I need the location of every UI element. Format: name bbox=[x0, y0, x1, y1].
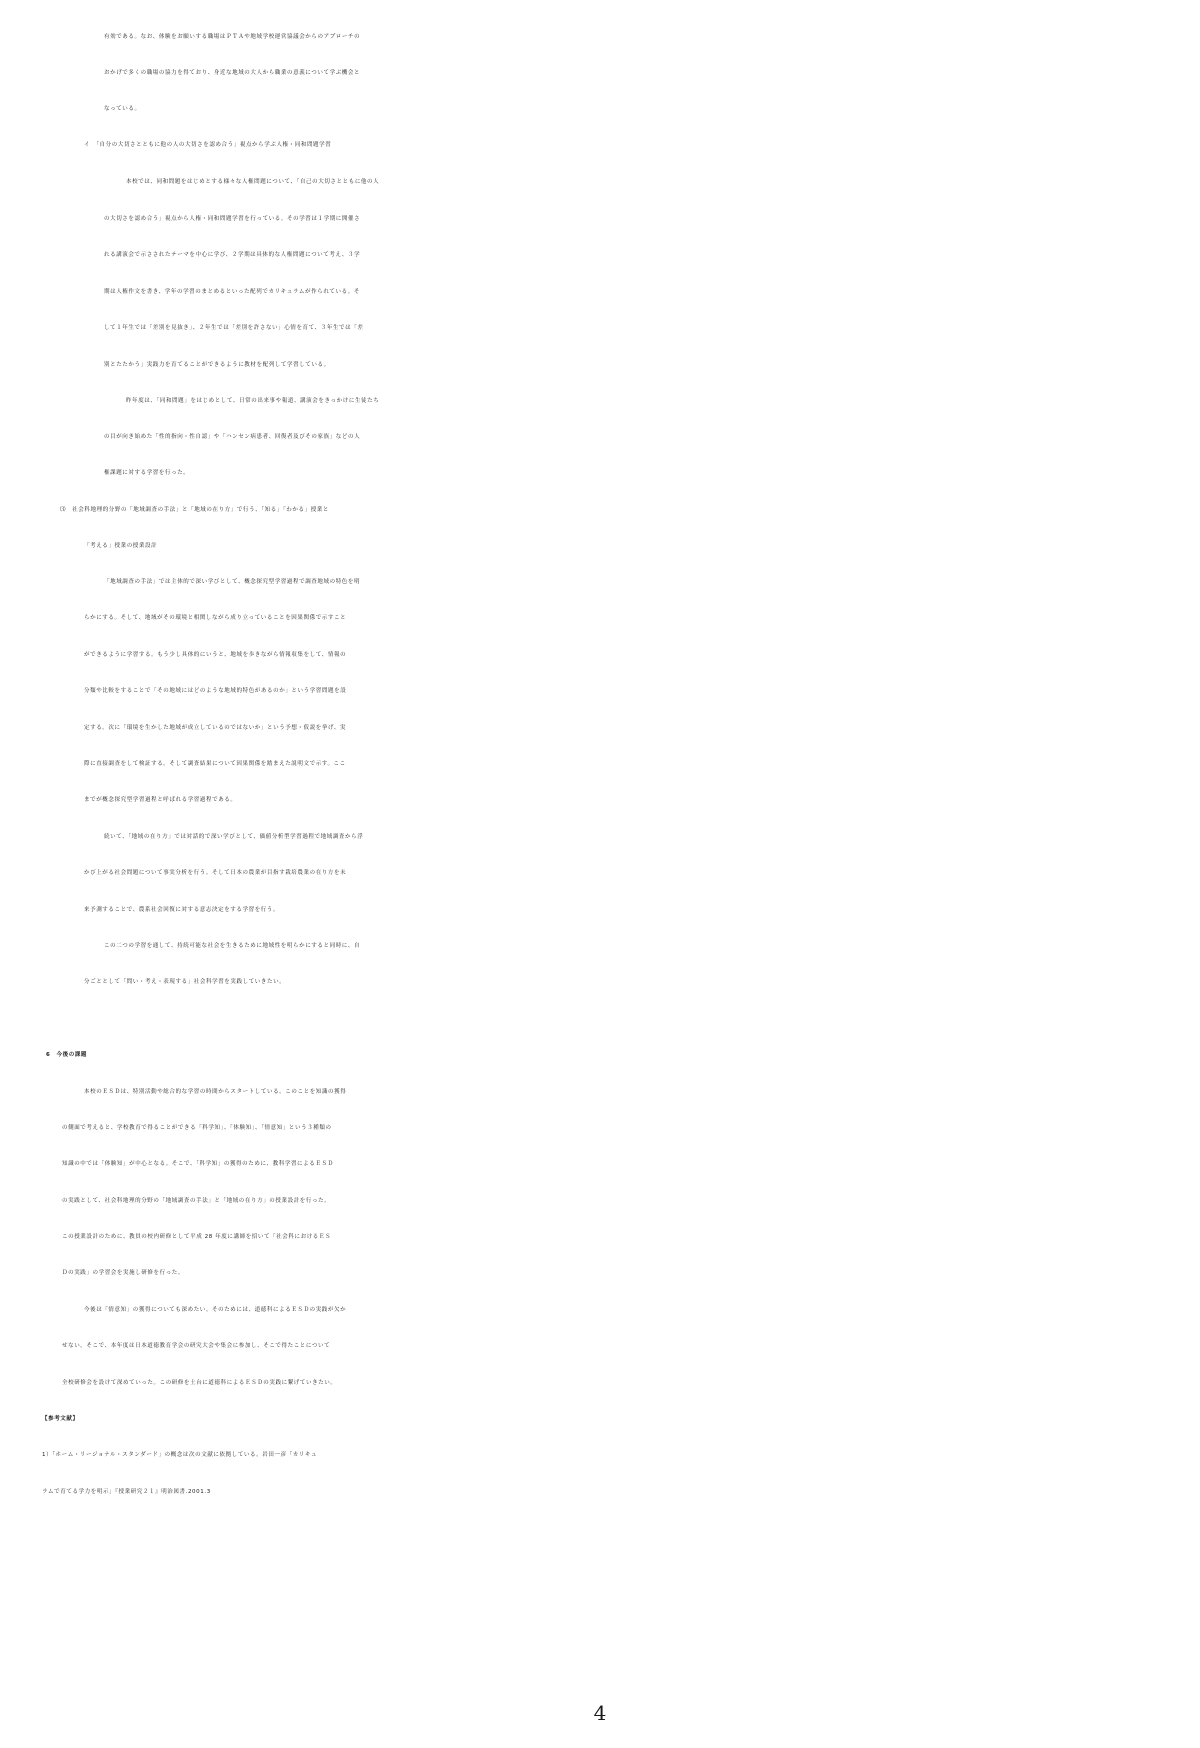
text-line: 続いて、「地域の在り方」では対話的で深い学びとして、価値分析型学習過程で地域調査から浮 bbox=[104, 834, 364, 840]
text-line: 分類や比較をすることで「その地域にはどのような地域的特色があるのか」という学習問題を設 bbox=[84, 688, 347, 694]
page-number: 4 bbox=[593, 1701, 607, 1725]
text-line: かび上がる社会問題について事実分析を行う。そして日本の農業が目指す栽培農業の在り方を未 bbox=[84, 870, 347, 876]
text-line: 知識の中では「体験知」が中心となる。そこで、「科学知」の獲得のために、教科学習によるＥＳＤ bbox=[62, 1161, 334, 1167]
text-line: この二つの学習を通して、持続可能な社会を生きるために地域性を明らかにすると同時に、自 bbox=[104, 943, 361, 949]
text-line: の実践として、社会科地理的分野の「地域調査の手法」と「地域の在り方」の授業設計を行った。 bbox=[62, 1198, 331, 1204]
text-line: なっている。 bbox=[104, 106, 141, 112]
section-heading-6: 6 今後の課題 bbox=[46, 1052, 88, 1058]
text-line: 権課題に対する学習を行った。 bbox=[104, 470, 190, 476]
text-line: 全校研修会を設けて深めていった。この研修を土台に道徳科によるＥＳＤの実践に繋げていきたい。 bbox=[62, 1380, 337, 1386]
text-line: の側面で考えると、学校教育で得ることができる「科学知」、「体験知」、「情意知」という３種類の bbox=[62, 1125, 332, 1131]
text-line: 本校のＥＳＤは、特別活動や総合的な学習の時間からスタートしている。このことを知識の獲得 bbox=[84, 1089, 347, 1095]
text-line: 期は人権作文を書き、学年の学習のまとめるといった配列でカリキュラムが作られている。そ bbox=[104, 289, 360, 295]
text-line: おかげで多くの職場の協力を得ており、身近な地域の大人から職業の意義について学ぶ機会と bbox=[104, 70, 361, 76]
item-heading-i: イ 「自分の大切さとともに他の人の大切さを認め合う」視点から学ぶ人権・同和問題学習 bbox=[84, 142, 332, 148]
text-line: 別とたたかう」実践力を育てることができるように教材を配列して学習している。 bbox=[104, 362, 330, 368]
text-line: までが概念探究型学習過程と呼ばれる学習過程である。 bbox=[84, 797, 237, 803]
text-line: 際に直接調査をして検証する。そして調査結果について因果関係を踏まえた説明文で示す。ここ bbox=[84, 761, 346, 767]
text-line: の目が向き始めた「性的指向・性自認」や「ハンセン病患者、回復者及びその家族」などの人 bbox=[104, 434, 361, 440]
text-line: 本校では、同和問題をはじめとする様々な人権問題について、「自己の大切さとともに他の人 bbox=[126, 179, 380, 185]
text-line: せない。そこで、本年度は日本道徳教育学会の研究大会や集会に参加し、そこで得たことについて bbox=[62, 1343, 331, 1349]
section-heading-3-cont: 「考える」授業の授業設計 bbox=[84, 543, 158, 549]
text-line: 定する。次に「環境を生かした地域が成立しているのではないか」という予想・仮説を挙げ、実 bbox=[84, 725, 347, 731]
text-line: 今後は「情意知」の獲得についても深めたい。そのためには、道徳科によるＥＳＤの実践が欠か bbox=[84, 1307, 347, 1313]
reference-item-cont: ラムで育てる学力を明示」『授業研究２１』明治図書.2001.3 bbox=[42, 1489, 211, 1495]
text-line: 有効である。なお、体験をお願いする職場はＰＴＡや地域学校運営協議会からのアプローチの bbox=[104, 34, 361, 40]
references-heading: 【参考文献】 bbox=[42, 1416, 79, 1422]
text-line: れる講演会で示さされたテーマを中心に学び、２学期は具体的な人権問題について考え、３学 bbox=[104, 252, 361, 258]
text-line: 分ごととして「問い・考え・表現する」社会科学習を実践していきたい。 bbox=[84, 979, 286, 985]
text-line: の大切さを認め合う」視点から人権・同和問題学習を行っている。その学習は１学期に開催さ bbox=[104, 216, 361, 222]
section-heading-3: ⑶ 社会科地理的分野の「地域調査の手法」と「地域の在り方」で行う、「知る」「わかる」授業と bbox=[60, 507, 330, 513]
text-line: Ｄの実践」の学習会を実施し研修を行った。 bbox=[62, 1270, 185, 1276]
text-line: して１年生では「差別を見抜き」、２年生では「差別を許さない」心情を育て、３年生では「差 bbox=[104, 325, 364, 331]
text-line: 「地域調査の手法」では主体的で深い学びとして、概念探究型学習過程で調査地域の特色を明 bbox=[104, 579, 361, 585]
text-line: この授業設計のために、教員の校内研修として平成 28 年度に講師を招いて「社会科におけるＥＳ bbox=[62, 1234, 332, 1240]
text-line: 来予測することで、農系社会回復に対する意志決定をする学習を行う。 bbox=[84, 907, 280, 913]
reference-item: 1）「ホーム・リージョナル・スタンダード」の概念は次の文献に依拠している。岩田一彦「カリキュ bbox=[42, 1452, 318, 1458]
text-line: 昨年度は、「同和問題」をはじめとして、日常の出来事や報道、講演会をきっかけに生徒たち bbox=[126, 398, 380, 404]
text-line: ができるように学習する。もう少し具体的にいうと、地域を歩きながら情報収集をして、情報の bbox=[84, 652, 347, 658]
text-line: らかにする。そして、地域がその環境と相関しながら成り立っていることを因果関係で示すこと bbox=[84, 615, 347, 621]
